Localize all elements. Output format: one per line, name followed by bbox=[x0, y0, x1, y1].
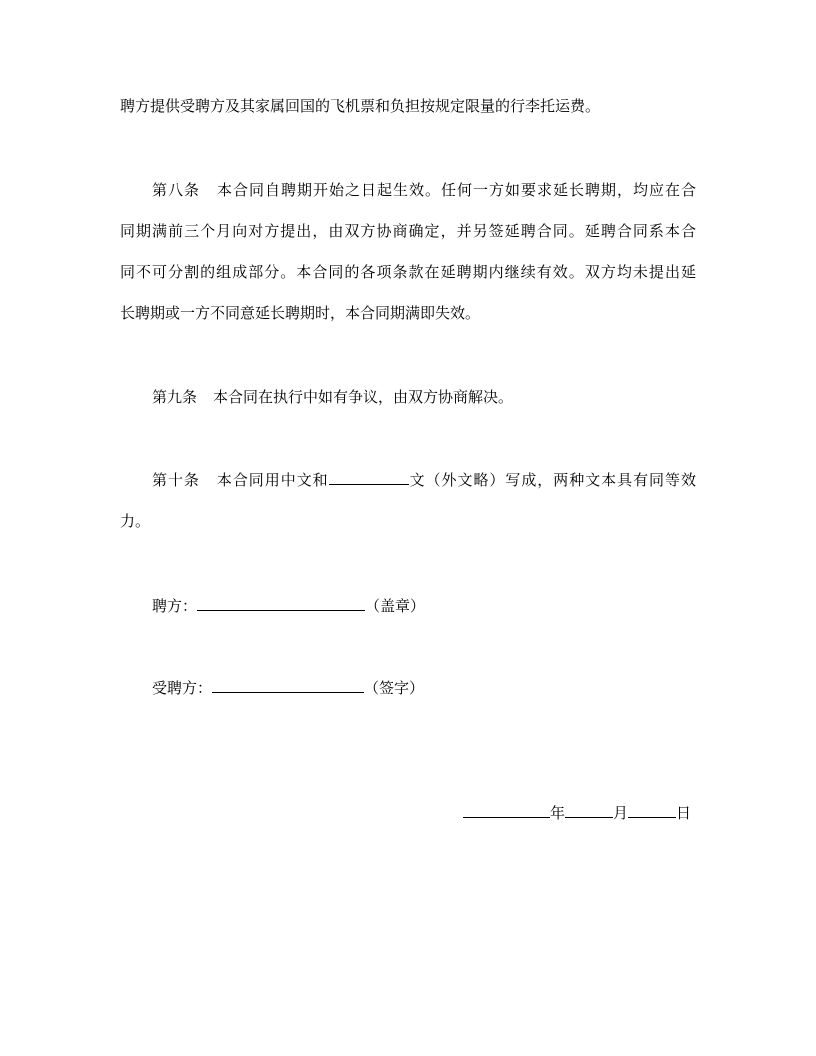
article-8-text-1: 本合同自聘期开始之日起生效。任何一方如要求延长聘期，均应在合 bbox=[216, 181, 696, 199]
employer-signature bbox=[152, 596, 425, 616]
employee-label: 受聘方： bbox=[152, 679, 213, 697]
article-10-line-1 bbox=[152, 470, 696, 490]
article-10-line-2: 力。 bbox=[120, 512, 151, 530]
article-9 bbox=[152, 387, 513, 407]
year-blank bbox=[463, 803, 550, 818]
article-10-text-before: 本合同用中文和 bbox=[215, 471, 329, 489]
day-label: 日 bbox=[676, 804, 692, 822]
continuation-text: 聘方提供受聘方及其家属回国的飞机票和负担按规定限量的行李托运费。 bbox=[120, 97, 601, 115]
month-label: 月 bbox=[613, 804, 629, 822]
article-8-line-4: 长聘期或一方不同意延长聘期时，本合同期满即失效。 bbox=[120, 304, 481, 322]
language-blank bbox=[329, 470, 409, 485]
article-9-text: 本合同在执行中如有争议，由双方协商解决。 bbox=[213, 388, 514, 406]
article-9-label: 第九条 bbox=[152, 388, 198, 406]
day-blank bbox=[628, 803, 676, 818]
employee-blank bbox=[212, 678, 364, 693]
article-10-text-after: 文（外文略）写成，两种文本具有同等效 bbox=[408, 471, 696, 489]
article-8-line-2: 同期满前三个月向对方提出，由双方协商确定，并另签延聘合同。延聘合同系本合 bbox=[120, 222, 696, 240]
year-label: 年 bbox=[550, 804, 566, 822]
article-8-line-3: 同不可分割的组成部分。本合同的各项条款在延聘期内继续有效。双方均未提出延 bbox=[120, 263, 696, 281]
employer-note: （盖章） bbox=[365, 597, 426, 615]
employer-label: 聘方： bbox=[152, 597, 198, 615]
employee-signature bbox=[152, 678, 424, 698]
date-line bbox=[463, 803, 691, 823]
article-8-label: 第八条 bbox=[152, 181, 200, 199]
article-10-label: 第十条 bbox=[152, 471, 200, 489]
employee-note: （签字） bbox=[364, 679, 425, 697]
article-8-line-1 bbox=[152, 180, 696, 200]
month-blank bbox=[565, 803, 613, 818]
employer-blank bbox=[197, 596, 365, 611]
